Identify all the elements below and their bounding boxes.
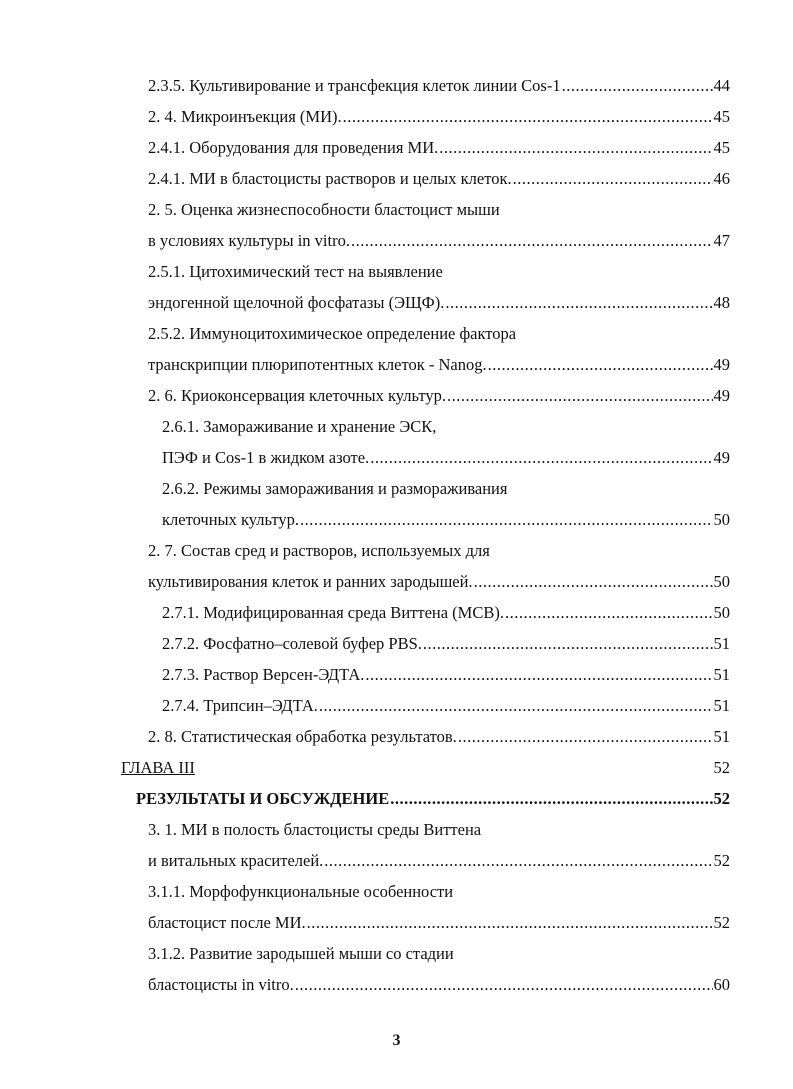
toc-entry-page: 51: [713, 727, 730, 746]
toc-entry: [162, 507, 730, 533]
dot-leader: [505, 600, 713, 626]
toc-entry-page: 45: [713, 138, 730, 157]
toc-entry: [162, 662, 730, 688]
toc-entry-page: 50: [713, 603, 730, 622]
toc-entry: [148, 848, 730, 874]
dot-leader: [300, 507, 712, 533]
dot-leader: [295, 972, 713, 998]
toc-entry-page: 52: [713, 789, 730, 808]
toc-entry-heading: 2. 7. Состав сред и растворов, используемых для: [148, 541, 490, 560]
toc-entry: [162, 600, 730, 626]
toc-entry: [162, 631, 730, 657]
toc-entry-page: 44: [713, 76, 730, 95]
toc-entry-page: 50: [713, 510, 730, 529]
toc-entry-text: культивирования клеток и ранних зародышей.: [148, 572, 473, 591]
toc-entry-text: 2. 8. Статистическая обработка результатов.: [148, 727, 457, 746]
toc-entry-text: 2.7.4. Трипсин–ЭДТА.: [162, 696, 318, 715]
dot-leader: [439, 135, 712, 161]
dot-leader: [447, 383, 713, 409]
toc-entry: [148, 910, 730, 936]
dot-leader: [324, 848, 712, 874]
toc-entry: [136, 786, 730, 812]
toc-entry-text: 2.4.1. МИ в бластоцисты растворов и целых клеток.: [148, 169, 512, 188]
dot-leader: [319, 693, 713, 719]
toc-entry-page: 48: [713, 293, 730, 312]
dot-leader: [343, 104, 713, 130]
toc-entry: [148, 104, 730, 130]
chapter-title: ГЛАВА III: [121, 758, 195, 777]
dot-leader: [513, 166, 713, 192]
dot-leader: [390, 786, 712, 812]
toc-entry-page: 51: [713, 696, 730, 715]
toc-entry-page: 50: [713, 572, 730, 591]
toc-entry-page: 47: [713, 231, 730, 250]
dot-leader: [458, 724, 713, 750]
toc-entry-text: 2. 4. Микроинъекция (МИ).: [148, 107, 342, 126]
dot-leader: [423, 631, 713, 657]
toc-entry-text: 2.7.2. Фосфатно–солевой буфер PBS.: [162, 634, 422, 653]
toc-entry: [148, 166, 730, 192]
toc-entry-heading: 2.5.2. Иммуноцитохимическое определение фактора: [148, 324, 517, 343]
toc-entry: [148, 724, 730, 750]
toc-entry-heading: 2.5.1. Цитохимический тест на выявление: [148, 262, 443, 281]
toc-entry: [148, 569, 730, 595]
toc-entry-text: ПЭФ и Cos-1 в жидком азоте.: [162, 448, 370, 467]
toc-entry: [162, 693, 730, 719]
toc-entry-page: 51: [713, 665, 730, 684]
toc-chapter: [121, 755, 730, 781]
toc-entry-text: 2.4.1. Оборудования для проведения МИ.: [148, 138, 439, 157]
toc-entry-text: транскрипции плюрипотентных клеток - Nanog.: [148, 355, 487, 374]
toc-entry-text: бластоцисты in vitro.: [148, 975, 294, 994]
toc-entry-heading: 3. 1. МИ в полость бластоцисты среды Виттена: [148, 820, 482, 839]
toc-entry-page: 52: [713, 851, 730, 870]
toc-entry-page: 60: [713, 975, 730, 994]
dot-leader: [351, 228, 713, 254]
page-number: 3: [392, 1032, 401, 1049]
toc-entry: [148, 228, 730, 254]
toc-entry-text: РЕЗУЛЬТАТЫ И ОБСУЖДЕНИЕ: [136, 789, 390, 808]
toc-entry-page: 46: [713, 169, 730, 188]
toc-entry-heading: 3.1.2. Развитие зародышей мыши со стадии: [148, 944, 454, 963]
dot-leader: [307, 910, 713, 936]
toc-entry: [148, 352, 730, 378]
dot-leader: [488, 352, 713, 378]
toc-entry: [148, 135, 730, 161]
toc-entry-text: 2.3.5. Культивирование и трансфекция клеток линии Cos-1: [148, 76, 561, 95]
toc-entry: [162, 445, 730, 471]
toc-entry-text: клеточных культур.: [162, 510, 300, 529]
toc-entry-page: 49: [713, 386, 730, 405]
dot-leader: [445, 290, 712, 316]
toc-entry-text: в условиях культуры in vitro.: [148, 231, 350, 250]
toc-entry-page: 49: [713, 355, 730, 374]
toc-entry-heading: 2.6.1. Замораживание и хранение ЭСК,: [162, 417, 437, 436]
toc-entry-page: 45: [713, 107, 730, 126]
toc-entry-text: 2.7.3. Раствор Версен-ЭДТА.: [162, 665, 365, 684]
toc-entry-heading: 3.1.1. Морфофункциональные особенности: [148, 882, 454, 901]
toc-entry-text: эндогенной щелочной фосфатазы (ЭЩФ).: [148, 293, 445, 312]
toc-entry-text: бластоцист после МИ.: [148, 913, 306, 932]
toc-entry-text: и витальных красителей.: [148, 851, 324, 870]
toc-entry-page: 51: [713, 634, 730, 653]
dot-leader: [370, 445, 712, 471]
toc-entry: [148, 972, 730, 998]
toc-entry-page: 52: [713, 913, 730, 932]
toc-entry-text: 2. 6. Криоконсервация клеточных культур.: [148, 386, 446, 405]
toc-entry-text: 2.7.1. Модифицированная среда Виттена (МСВ).: [162, 603, 504, 622]
toc-entry-page: 52: [713, 758, 730, 777]
toc-entry-page: 49: [713, 448, 730, 467]
toc-entry-heading: 2.6.2. Режимы замораживания и размораживания: [162, 479, 508, 498]
toc-entry: [148, 73, 730, 99]
dot-leader: [562, 73, 713, 99]
toc-entry: [148, 383, 730, 409]
dot-leader: [474, 569, 713, 595]
toc-entry: [148, 290, 730, 316]
toc-entry-heading: 2. 5. Оценка жизнеспособности бластоцист мыши: [148, 200, 500, 219]
dot-leader: [365, 662, 712, 688]
